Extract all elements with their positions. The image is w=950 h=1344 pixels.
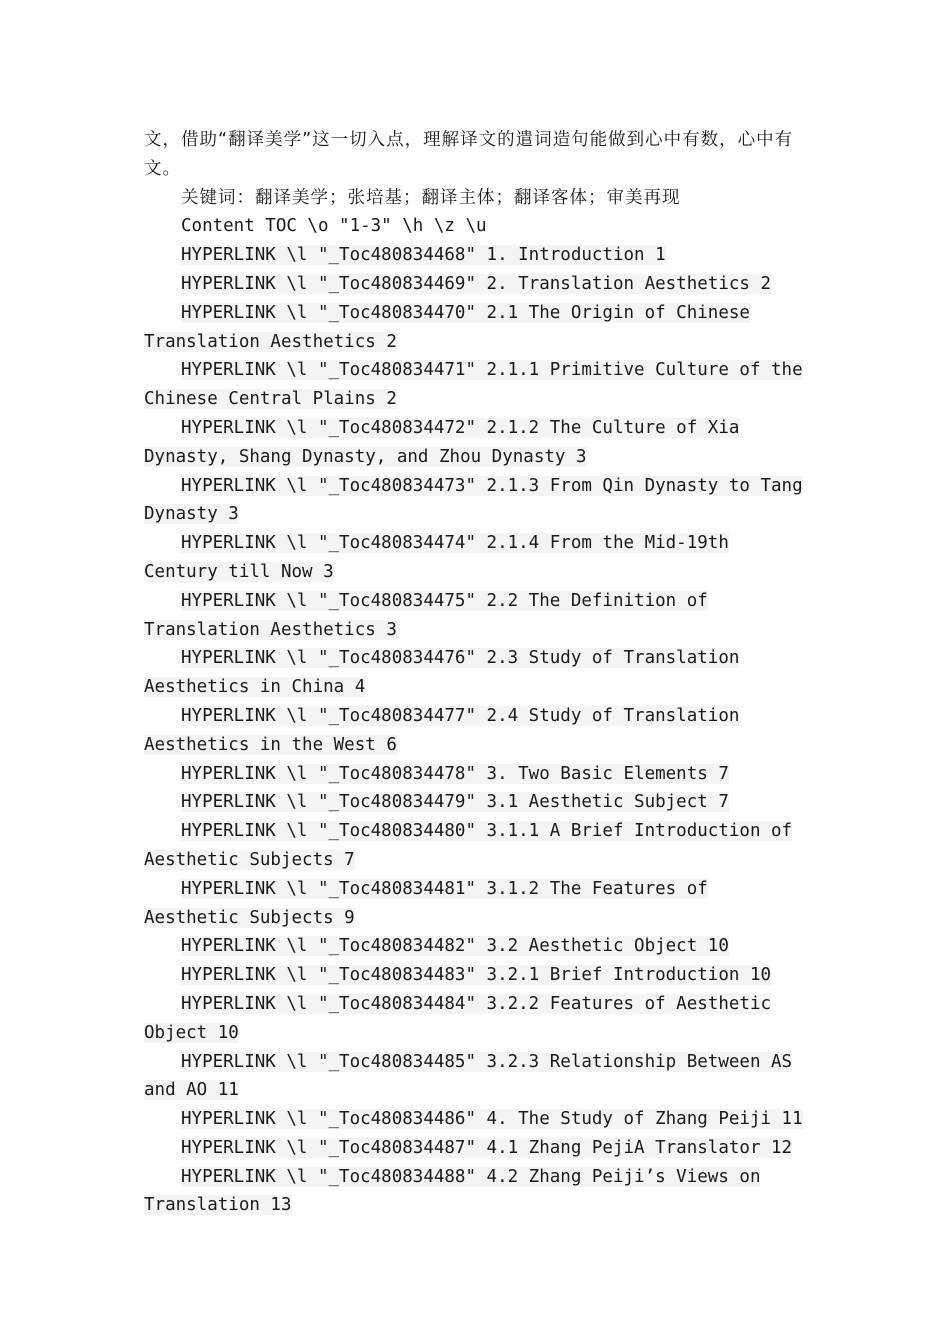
toc-entry[interactable]: HYPERLINK \l "_Toc480834475" 2.2 The Definition of Translation Aesthetics 3 [144, 590, 708, 640]
toc-entry[interactable]: HYPERLINK \l "_Toc480834473" 2.1.3 From Qin Dynasty to Tang Dynasty 3 [144, 475, 803, 525]
toc-entry[interactable]: HYPERLINK \l "_Toc480834478" 3. Two Basic Elements 7 [181, 763, 729, 784]
toc-entry[interactable]: HYPERLINK \l "_Toc480834471" 2.1.1 Primitive Culture of the Chinese Central Plains 2 [144, 360, 803, 410]
toc-entry[interactable]: HYPERLINK \l "_Toc480834474" 2.1.4 From the Mid-19th Century till Now 3 [144, 533, 729, 582]
toc-entry[interactable]: HYPERLINK \l "_Toc480834472" 2.1.2 The Culture of Xia Dynasty, Shang Dynasty, and Zhou Dynasty 3 [144, 417, 740, 467]
toc-entry[interactable]: HYPERLINK \l "_Toc480834468" 1. Introduction 1 [181, 245, 666, 266]
toc-entry[interactable]: HYPERLINK \l "_Toc480834481" 3.1.2 The Features of Aesthetic Subjects 9 [144, 878, 708, 928]
table-of-contents [144, 241, 809, 1220]
toc-entry[interactable]: HYPERLINK \l "_Toc480834480" 3.1.1 A Brief Introduction of Aesthetic Subjects 7 [144, 821, 793, 870]
abstract-continuation: 文，借助“翻译美学”这一切入点，理解译文的遣词造句能做到心中有数，心中有文。 [144, 130, 794, 179]
toc-entry[interactable]: HYPERLINK \l "_Toc480834476" 2.3 Study of Translation Aesthetics in China 4 [144, 648, 740, 698]
toc-entry[interactable]: HYPERLINK \l "_Toc480834484" 3.2.2 Features of Aesthetic Object 10 [144, 993, 772, 1043]
toc-entry[interactable]: HYPERLINK \l "_Toc480834485" 3.2.3 Relationship Between AS and AO 11 [144, 1051, 793, 1101]
toc-entry[interactable]: HYPERLINK \l "_Toc480834479" 3.1 Aesthetic Subject 7 [181, 792, 729, 813]
toc-entry[interactable]: HYPERLINK \l "_Toc480834483" 3.2.1 Brief Introduction 10 [181, 965, 772, 986]
toc-entry[interactable]: HYPERLINK \l "_Toc480834487" 4.1 Zhang PejiA Translator 12 [181, 1137, 793, 1158]
toc-field-code: Content TOC \o "1-3" \h \z \u [181, 216, 487, 237]
toc-entry[interactable]: HYPERLINK \l "_Toc480834486" 4. The Study of Zhang Peiji 11 [181, 1109, 803, 1130]
document-page [144, 126, 809, 1220]
toc-entry[interactable]: HYPERLINK \l "_Toc480834488" 4.2 Zhang Peiji’s Views on Translation 13 [144, 1166, 761, 1216]
keywords-line: 关键词：翻译美学；张培基；翻译主体；翻译客体；审美再现 [181, 187, 681, 208]
toc-entry[interactable]: HYPERLINK \l "_Toc480834477" 2.4 Study of Translation Aesthetics in the West 6 [144, 705, 740, 755]
toc-entry[interactable]: HYPERLINK \l "_Toc480834470" 2.1 The Origin of Chinese Translation Aesthetics 2 [144, 302, 750, 352]
toc-entry[interactable]: HYPERLINK \l "_Toc480834482" 3.2 Aesthetic Object 10 [181, 936, 729, 957]
toc-entry[interactable]: HYPERLINK \l "_Toc480834469" 2. Translation Aesthetics 2 [181, 273, 772, 294]
